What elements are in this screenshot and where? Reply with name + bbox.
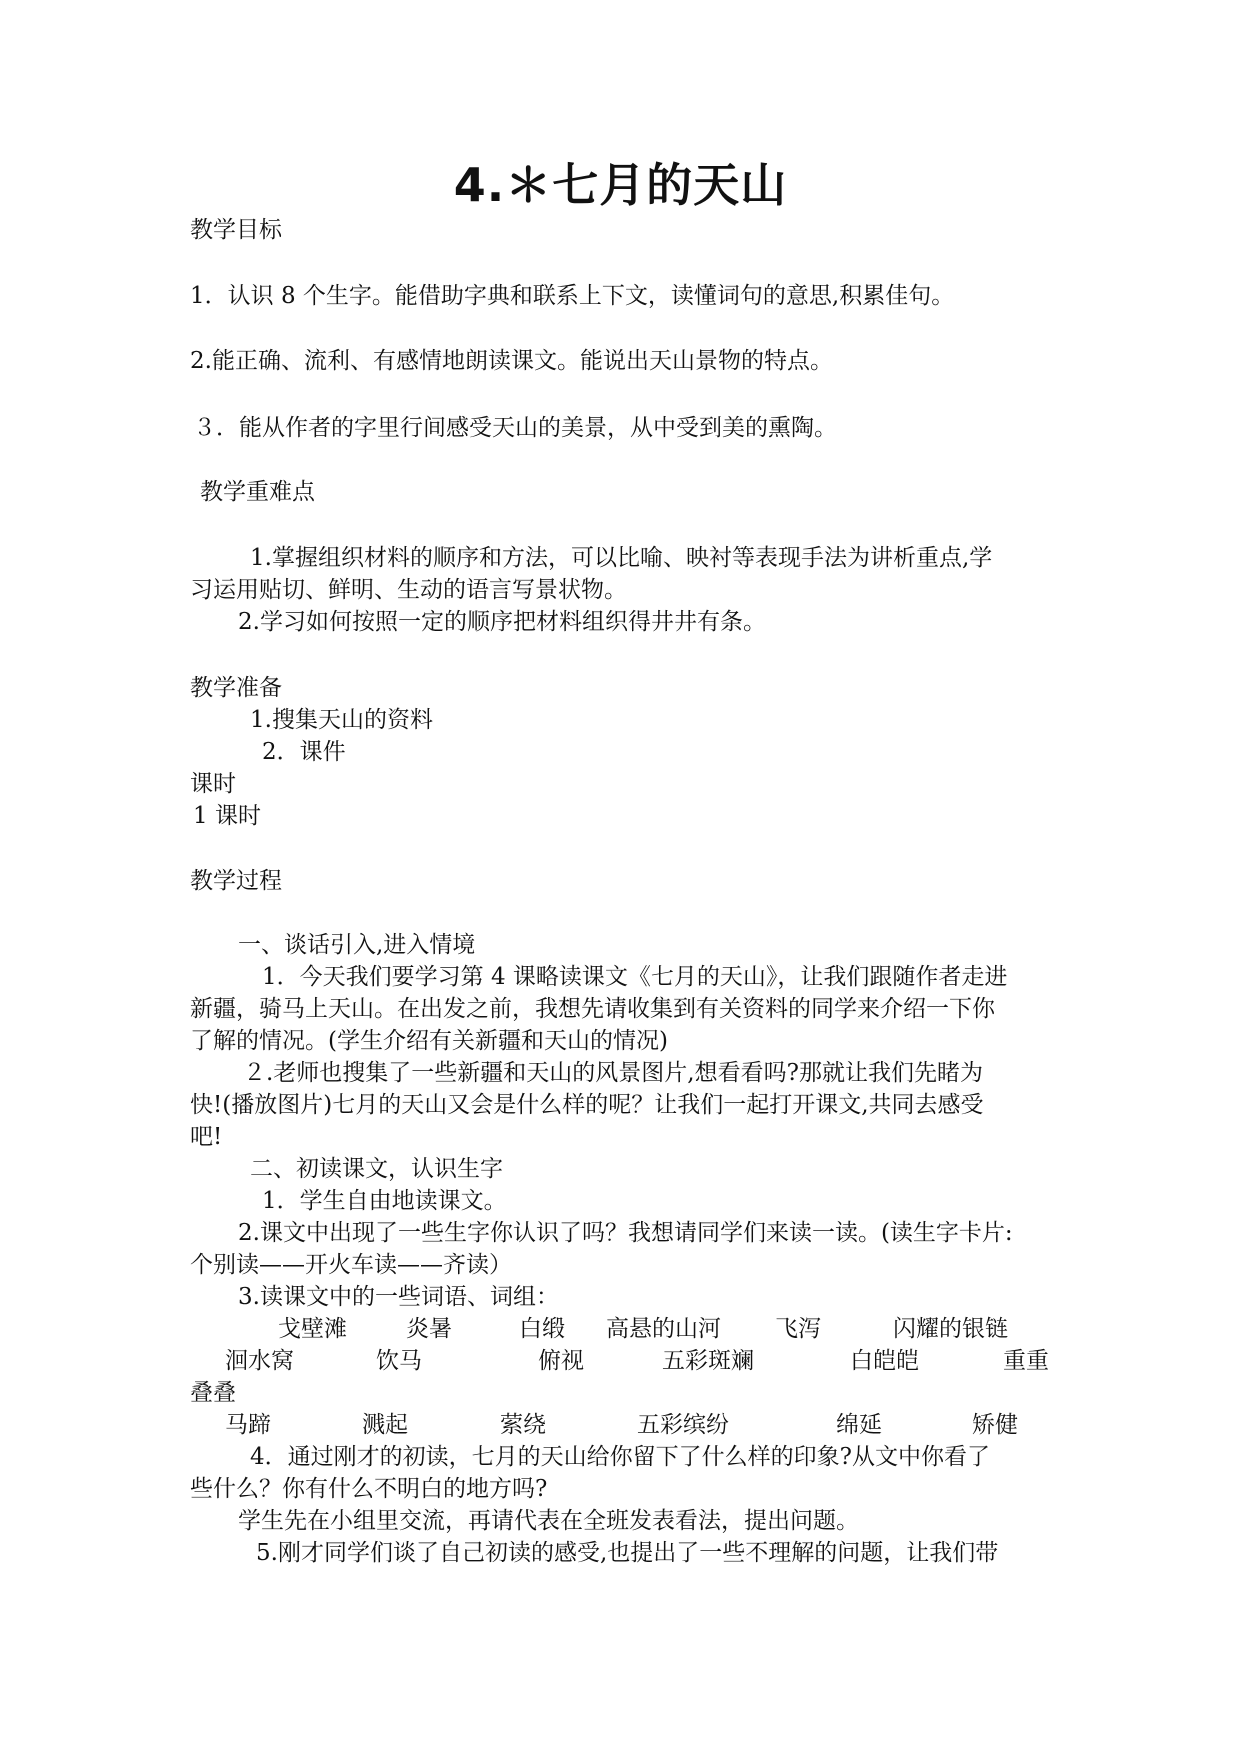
- word-item: 重重: [1003, 1348, 1049, 1374]
- section-1-para-2-cont-1: 快!(播放图片)七月的天山又会是什么样的呢？让我们一起打开课文,共同去感受: [190, 1092, 984, 1118]
- section-1-para-2: ２.老师也搜集了一些新疆和天山的风景图片,想看看吗?那就让我们先睹为: [243, 1060, 983, 1086]
- word-item: 飞泻: [775, 1316, 821, 1342]
- vocabulary-row-2-cont: 叠叠: [190, 1380, 236, 1406]
- heading-periods: 课时: [190, 771, 236, 797]
- section-2-item-2-cont: 个别读——开火车读——齐读）: [190, 1252, 512, 1278]
- section-1-para-1-cont-1: 新疆，骑马上天山。在出发之前，我想先请收集到有关资料的同学来介绍一下你: [190, 996, 995, 1022]
- section-1-para-1-cont-2: 了解的情况。(学生介绍有关新疆和天山的情况): [190, 1028, 668, 1054]
- heading-preparation: 教学准备: [190, 675, 282, 701]
- section-2-item-4: 4．通过刚才的初读，七月的天山给你留下了什么样的印象?从文中你看了: [250, 1444, 990, 1470]
- word-item: 溅起: [362, 1412, 408, 1438]
- heading-key-points: 教学重难点: [200, 479, 315, 505]
- word-item: 五彩斑斓: [662, 1348, 754, 1374]
- key-point-1-cont: 习运用贴切、鲜明、生动的语言写景状物。: [190, 577, 627, 603]
- key-point-1: 1.掌握组织材料的顺序和方法，可以比喻、映衬等表现手法为讲析重点,学: [250, 545, 993, 571]
- word-item: 饮马: [376, 1348, 422, 1374]
- word-item: 闪耀的银链: [893, 1316, 1008, 1342]
- key-point-2: 2.学习如何按照一定的顺序把材料组织得井井有条。: [238, 609, 766, 635]
- section-1-heading: 一、谈话引入,进入情境: [238, 932, 476, 958]
- word-item: 绵延: [836, 1412, 882, 1438]
- section-2-item-2: 2.课文中出现了一些生字你认识了吗？我想请同学们来读一读。(读生字卡片:: [238, 1220, 1013, 1246]
- section-2-heading: 二、初读课文，认识生字: [250, 1156, 503, 1182]
- document-title: 4.＊七月的天山: [453, 158, 788, 212]
- word-item: 白缎: [519, 1316, 565, 1342]
- word-item: 萦绕: [500, 1412, 546, 1438]
- word-item: 白皑皑: [850, 1348, 919, 1374]
- objective-1: 1．认识 8 个生字。能借助字典和联系上下文，读懂词句的意思,积累佳句。: [190, 283, 955, 309]
- section-2-item-3: 3.读课文中的一些词语、词组：: [238, 1284, 559, 1310]
- preparation-2: 2．课件: [262, 739, 346, 765]
- word-item: 俯视: [538, 1348, 584, 1374]
- word-item: 炎暑: [406, 1316, 452, 1342]
- preparation-1: 1.搜集天山的资料: [250, 707, 433, 733]
- heading-objectives: 教学目标: [190, 217, 282, 243]
- heading-process: 教学过程: [190, 868, 282, 894]
- word-item: 五彩缤纷: [637, 1412, 729, 1438]
- word-item: 洄水窝: [225, 1348, 294, 1374]
- word-item: 高悬的山河: [606, 1316, 721, 1342]
- objective-2: 2.能正确、流利、有感情地朗读课文。能说出天山景物的特点。: [190, 348, 833, 374]
- word-item: 戈壁滩: [278, 1316, 347, 1342]
- word-item: 马蹄: [225, 1412, 271, 1438]
- section-1-para-2-cont-2: 吧!: [190, 1124, 223, 1150]
- section-2-item-4-cont: 些什么？你有什么不明白的地方吗?: [190, 1476, 548, 1502]
- section-2-item-1: 1．学生自由地读课文。: [262, 1188, 507, 1214]
- objective-3: ３．能从作者的字里行间感受天山的美景，从中受到美的熏陶。: [193, 415, 837, 441]
- periods-value: 1 课时: [193, 803, 261, 829]
- word-item: 矫健: [972, 1412, 1018, 1438]
- section-2-item-5: 5.刚才同学们谈了自己初读的感受,也提出了一些不理解的问题，让我们带: [256, 1540, 999, 1566]
- section-1-para-1: 1．今天我们要学习第 4 课略读课文《七月的天山》，让我们跟随作者走进: [262, 964, 1008, 990]
- section-2-item-4-note: 学生先在小组里交流，再请代表在全班发表看法，提出问题。: [238, 1508, 859, 1534]
